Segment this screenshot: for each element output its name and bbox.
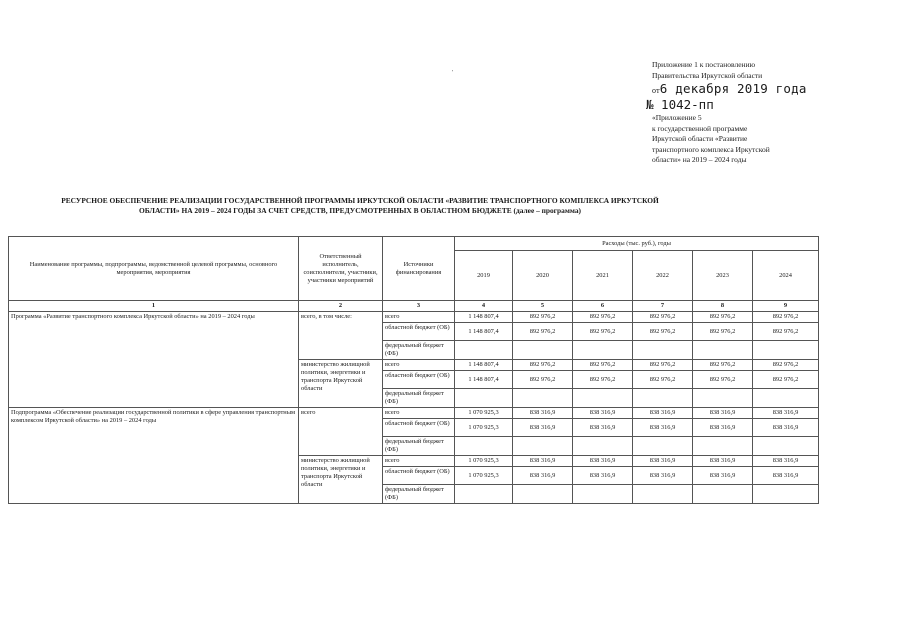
amount-cell xyxy=(573,437,633,456)
amount-cell xyxy=(513,341,573,360)
amount-cell xyxy=(513,389,573,408)
amount-cell: 892 976,2 xyxy=(573,323,633,341)
amount-cell xyxy=(455,485,513,504)
amount-cell: 838 316,9 xyxy=(633,456,693,467)
table-body xyxy=(9,312,819,504)
amount-cell: 892 976,2 xyxy=(513,360,573,371)
amount-cell xyxy=(455,437,513,456)
scan-mark: ' xyxy=(452,70,454,76)
amount-cell xyxy=(693,485,753,504)
funding-source-cell: федеральный бюджет (ФБ) xyxy=(383,437,455,456)
amount-cell: 892 976,2 xyxy=(753,323,819,341)
amount-cell xyxy=(693,341,753,360)
executor-cell: министерство жилищной политики, энергетики и транспорта Иркутской области xyxy=(299,456,383,504)
column-number: 7 xyxy=(633,301,693,312)
table-row xyxy=(9,312,819,323)
header-source: Источники финансирования xyxy=(383,237,455,301)
appendix-5-block xyxy=(652,113,892,166)
header-year: 2020 xyxy=(513,251,573,301)
amount-cell xyxy=(455,341,513,360)
amount-cell: 1 148 807,4 xyxy=(455,371,513,389)
funding-source-cell: всего xyxy=(383,360,455,371)
amount-cell: 838 316,9 xyxy=(633,467,693,485)
amount-cell: 838 316,9 xyxy=(573,408,633,419)
amount-cell xyxy=(573,485,633,504)
amount-cell: 892 976,2 xyxy=(633,371,693,389)
amount-cell: 892 976,2 xyxy=(753,312,819,323)
amount-cell: 838 316,9 xyxy=(753,467,819,485)
column-number: 3 xyxy=(383,301,455,312)
amount-cell xyxy=(573,389,633,408)
appendix-line-1: Приложение 1 к постановлению xyxy=(652,60,756,69)
column-number: 9 xyxy=(753,301,819,312)
resource-table xyxy=(8,236,819,504)
amount-cell: 838 316,9 xyxy=(753,456,819,467)
funding-source-cell: областной бюджет (ОБ) xyxy=(383,371,455,389)
appendix-5-line: «Приложение 5 xyxy=(652,113,702,122)
amount-cell: 892 976,2 xyxy=(573,312,633,323)
amount-cell xyxy=(693,389,753,408)
appendix-5-line: Иркутской области «Развитие xyxy=(652,134,748,143)
amount-cell: 838 316,9 xyxy=(573,467,633,485)
header-year: 2023 xyxy=(693,251,753,301)
funding-source-cell: федеральный бюджет (ФБ) xyxy=(383,341,455,360)
amount-cell xyxy=(633,437,693,456)
amount-cell: 838 316,9 xyxy=(573,419,633,437)
column-number: 1 xyxy=(9,301,299,312)
amount-cell: 892 976,2 xyxy=(513,323,573,341)
amount-cell: 838 316,9 xyxy=(693,467,753,485)
amount-cell xyxy=(693,437,753,456)
appendix-5-line: к государственной программе xyxy=(652,123,748,133)
amount-cell xyxy=(753,389,819,408)
amount-cell xyxy=(513,437,573,456)
amount-cell: 1 148 807,4 xyxy=(455,312,513,323)
amount-cell: 1 070 925,3 xyxy=(455,419,513,437)
funding-source-cell: всего xyxy=(383,312,455,323)
amount-cell: 892 976,2 xyxy=(573,371,633,389)
date-prefix: от xyxy=(652,86,660,95)
amount-cell: 838 316,9 xyxy=(573,456,633,467)
amount-cell: 838 316,9 xyxy=(633,408,693,419)
amount-cell: 1 148 807,4 xyxy=(455,360,513,371)
amount-cell: 838 316,9 xyxy=(693,456,753,467)
column-number: 5 xyxy=(513,301,573,312)
header-year: 2021 xyxy=(573,251,633,301)
funding-source-cell: федеральный бюджет (ФБ) xyxy=(383,389,455,408)
amount-cell xyxy=(513,485,573,504)
header-year: 2022 xyxy=(633,251,693,301)
amount-cell: 838 316,9 xyxy=(513,419,573,437)
resolution-date xyxy=(652,82,892,98)
amount-cell: 838 316,9 xyxy=(753,408,819,419)
amount-cell xyxy=(633,389,693,408)
amount-cell xyxy=(633,485,693,504)
column-number: 8 xyxy=(693,301,753,312)
column-number: 2 xyxy=(299,301,383,312)
amount-cell xyxy=(753,437,819,456)
amount-cell: 892 976,2 xyxy=(633,323,693,341)
amount-cell: 838 316,9 xyxy=(693,408,753,419)
amount-cell: 892 976,2 xyxy=(693,371,753,389)
header-year: 2024 xyxy=(753,251,819,301)
column-number: 4 xyxy=(455,301,513,312)
header-executor: Ответственный исполнитель, соисполнители, участники, участники мероприятий xyxy=(299,237,383,301)
amount-cell: 892 976,2 xyxy=(513,371,573,389)
amount-cell xyxy=(633,341,693,360)
amount-cell: 892 976,2 xyxy=(693,360,753,371)
amount-cell: 892 976,2 xyxy=(753,371,819,389)
amount-cell: 838 316,9 xyxy=(513,467,573,485)
appendix-header xyxy=(646,60,892,166)
resolution-number: № 1042-пп xyxy=(646,97,714,112)
funding-source-cell: областной бюджет (ОБ) xyxy=(383,419,455,437)
header-expenses: Расходы (тыс. руб.), годы xyxy=(455,237,819,251)
amount-cell: 892 976,2 xyxy=(693,312,753,323)
amount-cell: 838 316,9 xyxy=(513,456,573,467)
funding-source-cell: всего xyxy=(383,408,455,419)
executor-cell: министерство жилищной политики, энергетики и транспорта Иркутской области xyxy=(299,360,383,408)
header-name: Наименование программы, подпрограммы, ведомственной целевой программы, основного мероприятия, мероприятия xyxy=(9,237,299,301)
funding-source-cell: областной бюджет (ОБ) xyxy=(383,467,455,485)
amount-cell: 1 070 925,3 xyxy=(455,408,513,419)
column-number: 6 xyxy=(573,301,633,312)
amount-cell: 838 316,9 xyxy=(753,419,819,437)
document-title-line-1: РЕСУРСНОЕ ОБЕСПЕЧЕНИЕ РЕАЛИЗАЦИИ ГОСУДАРСТВЕННОЙ ПРОГРАММЫ ИРКУТСКОЙ ОБЛАСТИ «РАЗВИТИЕ ТРАНСПОРТНОГО КОМПЛЕКСА ИРКУТСКОЙ xyxy=(61,196,659,205)
appendix-line-2: Правительства Иркутской области xyxy=(652,70,763,80)
funding-source-cell: федеральный бюджет (ФБ) xyxy=(383,485,455,504)
amount-cell: 892 976,2 xyxy=(573,360,633,371)
program-name-cell: Подпрограмма «Обеспечение реализации государственной политики в сфере управления транспортным комплексом Иркутской области» на 2019 – 2024 годы xyxy=(9,408,299,504)
executor-cell: всего xyxy=(299,408,383,456)
funding-source-cell: областной бюджет (ОБ) xyxy=(383,323,455,341)
header-year: 2019 xyxy=(455,251,513,301)
amount-cell: 892 976,2 xyxy=(513,312,573,323)
appendix-5-line: области» на 2019 – 2024 годы xyxy=(652,155,747,164)
amount-cell: 838 316,9 xyxy=(633,419,693,437)
amount-cell: 892 976,2 xyxy=(753,360,819,371)
appendix-5-line: транспортного комплекса Иркутской xyxy=(652,144,770,154)
amount-cell xyxy=(573,341,633,360)
executor-cell: всего, в том числе: xyxy=(299,312,383,360)
document-title xyxy=(24,196,696,216)
amount-cell xyxy=(455,389,513,408)
table-row xyxy=(9,408,819,419)
amount-cell xyxy=(753,485,819,504)
amount-cell: 1 070 925,3 xyxy=(455,467,513,485)
date-value: 6 декабря 2019 года xyxy=(659,81,807,96)
amount-cell: 838 316,9 xyxy=(693,419,753,437)
amount-cell xyxy=(753,341,819,360)
amount-cell: 892 976,2 xyxy=(693,323,753,341)
document-title-line-2: ОБЛАСТИ» НА 2019 – 2024 ГОДЫ ЗА СЧЕТ СРЕДСТВ, ПРЕДУСМОТРЕННЫХ В ОБЛАСТНОМ БЮДЖЕТЕ (далее – программа) xyxy=(138,206,582,215)
amount-cell: 892 976,2 xyxy=(633,312,693,323)
amount-cell: 892 976,2 xyxy=(633,360,693,371)
funding-source-cell: всего xyxy=(383,456,455,467)
amount-cell: 1 148 807,4 xyxy=(455,323,513,341)
program-name-cell: Программа «Развитие транспортного комплекса Иркутской области» на 2019 – 2024 годы xyxy=(9,312,299,408)
amount-cell: 1 070 925,3 xyxy=(455,456,513,467)
amount-cell: 838 316,9 xyxy=(513,408,573,419)
